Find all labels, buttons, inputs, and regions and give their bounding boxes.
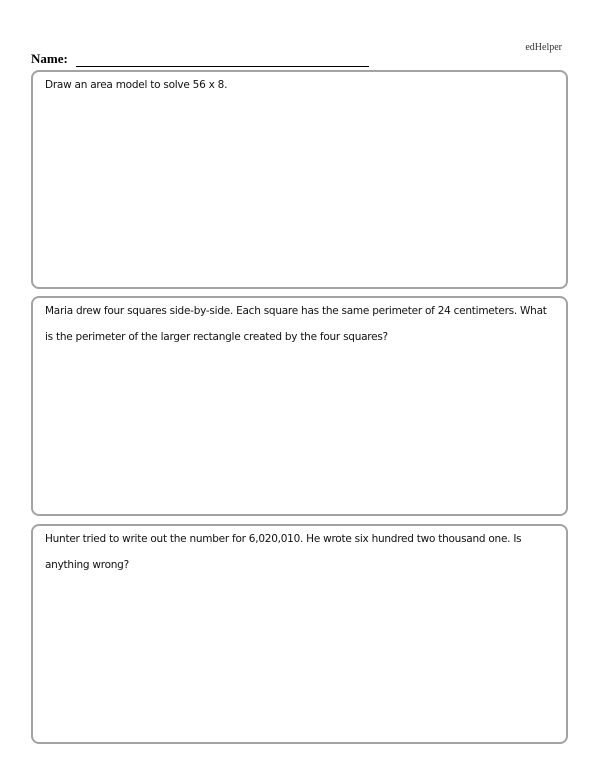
question-box-2[interactable] [31,296,568,516]
question-text-3: Hunter tried to write out the number for 6,020,010. He wrote six hundred two thousand one. Is anything wrong? [45,533,522,571]
question-text-2: Maria drew four squares side-by-side. Each square has the same perimeter of 24 centimeters. What is the perimeter of the larger rectangle created by the four squares? [45,305,547,343]
question-box-1[interactable] [31,70,568,289]
name-answer-line[interactable] [76,54,369,67]
question-box-3[interactable] [31,524,568,744]
name-label: Name: [31,51,68,66]
brand-label: edHelper [525,42,562,53]
question-text-1: Draw an area model to solve 56 x 8. [45,79,228,91]
name-row [31,51,369,67]
